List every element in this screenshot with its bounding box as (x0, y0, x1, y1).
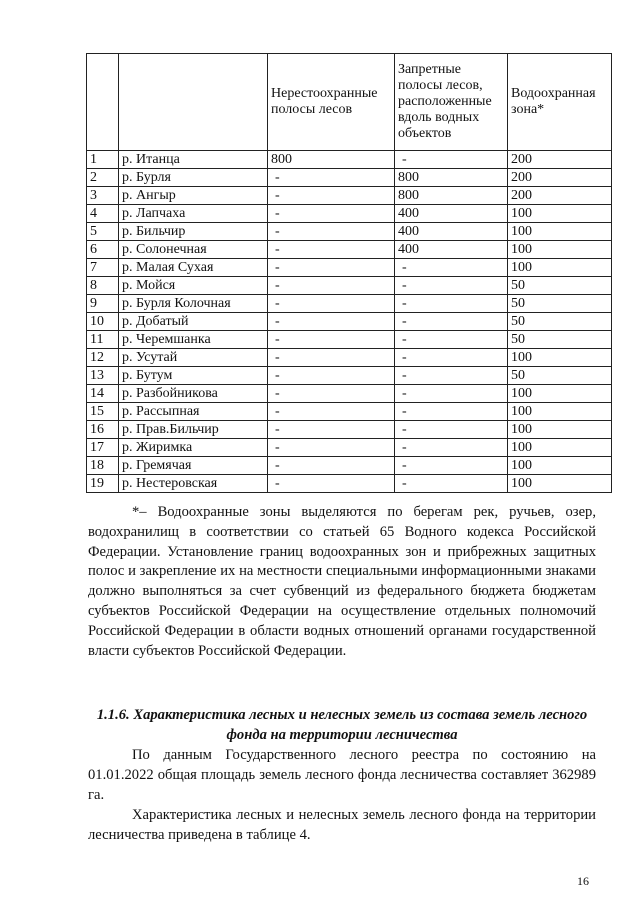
river-name: р. Бутум (119, 367, 268, 385)
river-name: р. Солонечная (119, 241, 268, 259)
water-zone-value: 100 (508, 475, 612, 493)
prohibited-value: 800 (395, 169, 508, 187)
river-name: р. Нестеровская (119, 475, 268, 493)
header-spawning-strips: Нерестоохранные полосы лесов (268, 54, 395, 151)
river-name: р. Малая Сухая (119, 259, 268, 277)
prohibited-value: - (395, 475, 508, 493)
spawning-value: - (268, 367, 395, 385)
water-zone-value: 100 (508, 457, 612, 475)
prohibited-value: - (395, 385, 508, 403)
footnote-paragraph: *– Водоохранные зоны выделяются по берегам рек, ручьев, озер, водохранилищ в соответствии со статьей 65 Водного кодекса Российской Федерации. Установление границ водоохранных зон и прибрежных защитных полос и закрепление их на местности специальными информационными знаками должно выполняться за счет субвенций из федерального бюджета бюджетам субъектов Российской Федерации на осуществление отдельных полномочий Российской Федерации в области водных отношений органами государственной власти субъектов Российской Федерации. (88, 504, 596, 659)
spawning-value: - (268, 421, 395, 439)
spawning-value: - (268, 187, 395, 205)
prohibited-value: - (395, 313, 508, 331)
spawning-value: - (268, 223, 395, 241)
water-zone-value: 100 (508, 223, 612, 241)
prohibited-value: - (395, 421, 508, 439)
section-heading: 1.1.6. Характеристика лесных и нелесных земель из состава земель лесного фонда на территории лесничества (96, 707, 588, 743)
spawning-value: 800 (268, 151, 395, 169)
body-paragraph-2: Характеристика лесных и нелесных земель лесного фонда на территории лесничества приведена в таблице 4. (88, 807, 596, 843)
spawning-value: - (268, 277, 395, 295)
prohibited-value: 400 (395, 205, 508, 223)
prohibited-value: 400 (395, 223, 508, 241)
prohibited-value: - (395, 367, 508, 385)
row-number: 18 (87, 457, 119, 475)
row-number: 2 (87, 169, 119, 187)
prohibited-value: - (395, 295, 508, 313)
spawning-value: - (268, 313, 395, 331)
prohibited-value: - (395, 349, 508, 367)
water-zone-value: 50 (508, 367, 612, 385)
spawning-value: - (268, 403, 395, 421)
header-water-protection-zone: Водоохранная зона* (508, 54, 612, 151)
spawning-value: - (268, 439, 395, 457)
header-number (87, 54, 119, 151)
table-row (87, 367, 612, 385)
row-number: 8 (87, 277, 119, 295)
prohibited-value: - (395, 151, 508, 169)
water-zone-value: 100 (508, 421, 612, 439)
table-row (87, 205, 612, 223)
spawning-value: - (268, 349, 395, 367)
water-zone-value: 100 (508, 403, 612, 421)
row-number: 14 (87, 385, 119, 403)
prohibited-value: - (395, 403, 508, 421)
table-row (87, 241, 612, 259)
river-name: р. Гремячая (119, 457, 268, 475)
river-name: р. Рассыпная (119, 403, 268, 421)
table-row (87, 475, 612, 493)
spawning-value: - (268, 241, 395, 259)
river-name: р. Прав.Бильчир (119, 421, 268, 439)
table-row (87, 151, 612, 169)
prohibited-value: - (395, 457, 508, 475)
row-number: 9 (87, 295, 119, 313)
water-zone-value: 100 (508, 439, 612, 457)
row-number: 7 (87, 259, 119, 277)
table-row (87, 295, 612, 313)
river-name: р. Бурля (119, 169, 268, 187)
header-river (119, 54, 268, 151)
spawning-value: - (268, 475, 395, 493)
row-number: 5 (87, 223, 119, 241)
table-row (87, 313, 612, 331)
spawning-value: - (268, 205, 395, 223)
table-body (87, 151, 612, 493)
river-name: р. Лапчаха (119, 205, 268, 223)
river-name: р. Мойся (119, 277, 268, 295)
spawning-value: - (268, 385, 395, 403)
river-name: р. Бурля Колочная (119, 295, 268, 313)
row-number: 15 (87, 403, 119, 421)
water-zone-value: 200 (508, 187, 612, 205)
row-number: 10 (87, 313, 119, 331)
table-row (87, 169, 612, 187)
body-paragraph-1: По данным Государственного лесного реестра по состоянию на 01.01.2022 общая площадь земель лесного фонда лесничества составляет 362989 га. (88, 747, 596, 803)
row-number: 19 (87, 475, 119, 493)
table-row (87, 187, 612, 205)
river-name: р. Черемшанка (119, 331, 268, 349)
river-name: р. Усутай (119, 349, 268, 367)
water-zone-value: 200 (508, 151, 612, 169)
row-number: 12 (87, 349, 119, 367)
table-row (87, 403, 612, 421)
table-row (87, 385, 612, 403)
row-number: 3 (87, 187, 119, 205)
row-number: 13 (87, 367, 119, 385)
prohibited-value: - (395, 331, 508, 349)
prohibited-value: - (395, 439, 508, 457)
water-zone-value: 50 (508, 331, 612, 349)
water-zone-value: 100 (508, 205, 612, 223)
water-zone-value: 50 (508, 277, 612, 295)
row-number: 1 (87, 151, 119, 169)
water-zone-value: 50 (508, 295, 612, 313)
table-header-row (87, 54, 612, 151)
table-row (87, 223, 612, 241)
spawning-value: - (268, 259, 395, 277)
row-number: 4 (87, 205, 119, 223)
spawning-value: - (268, 295, 395, 313)
table-row (87, 421, 612, 439)
water-zone-value: 100 (508, 349, 612, 367)
spawning-value: - (268, 169, 395, 187)
river-name: р. Разбойникова (119, 385, 268, 403)
header-prohibited-strips: Запретные полосы лесов, расположенные вдоль водных объектов (395, 54, 508, 151)
water-zone-value: 200 (508, 169, 612, 187)
table-row (87, 277, 612, 295)
water-zone-value: 100 (508, 385, 612, 403)
prohibited-value: 800 (395, 187, 508, 205)
table-row (87, 439, 612, 457)
table-row (87, 349, 612, 367)
table-row (87, 259, 612, 277)
river-name: р. Итанца (119, 151, 268, 169)
river-name: р. Жиримка (119, 439, 268, 457)
water-zone-value: 100 (508, 241, 612, 259)
river-name: р. Ангыр (119, 187, 268, 205)
river-name: р. Добатый (119, 313, 268, 331)
water-zone-value: 50 (508, 313, 612, 331)
row-number: 11 (87, 331, 119, 349)
protection-zones-table (86, 53, 612, 493)
row-number: 6 (87, 241, 119, 259)
prohibited-value: - (395, 277, 508, 295)
river-name: р. Бильчир (119, 223, 268, 241)
row-number: 16 (87, 421, 119, 439)
page-number: 16 (577, 874, 589, 888)
prohibited-value: - (395, 259, 508, 277)
spawning-value: - (268, 457, 395, 475)
row-number: 17 (87, 439, 119, 457)
spawning-value: - (268, 331, 395, 349)
table-row (87, 457, 612, 475)
prohibited-value: 400 (395, 241, 508, 259)
table-row (87, 331, 612, 349)
water-zone-value: 100 (508, 259, 612, 277)
